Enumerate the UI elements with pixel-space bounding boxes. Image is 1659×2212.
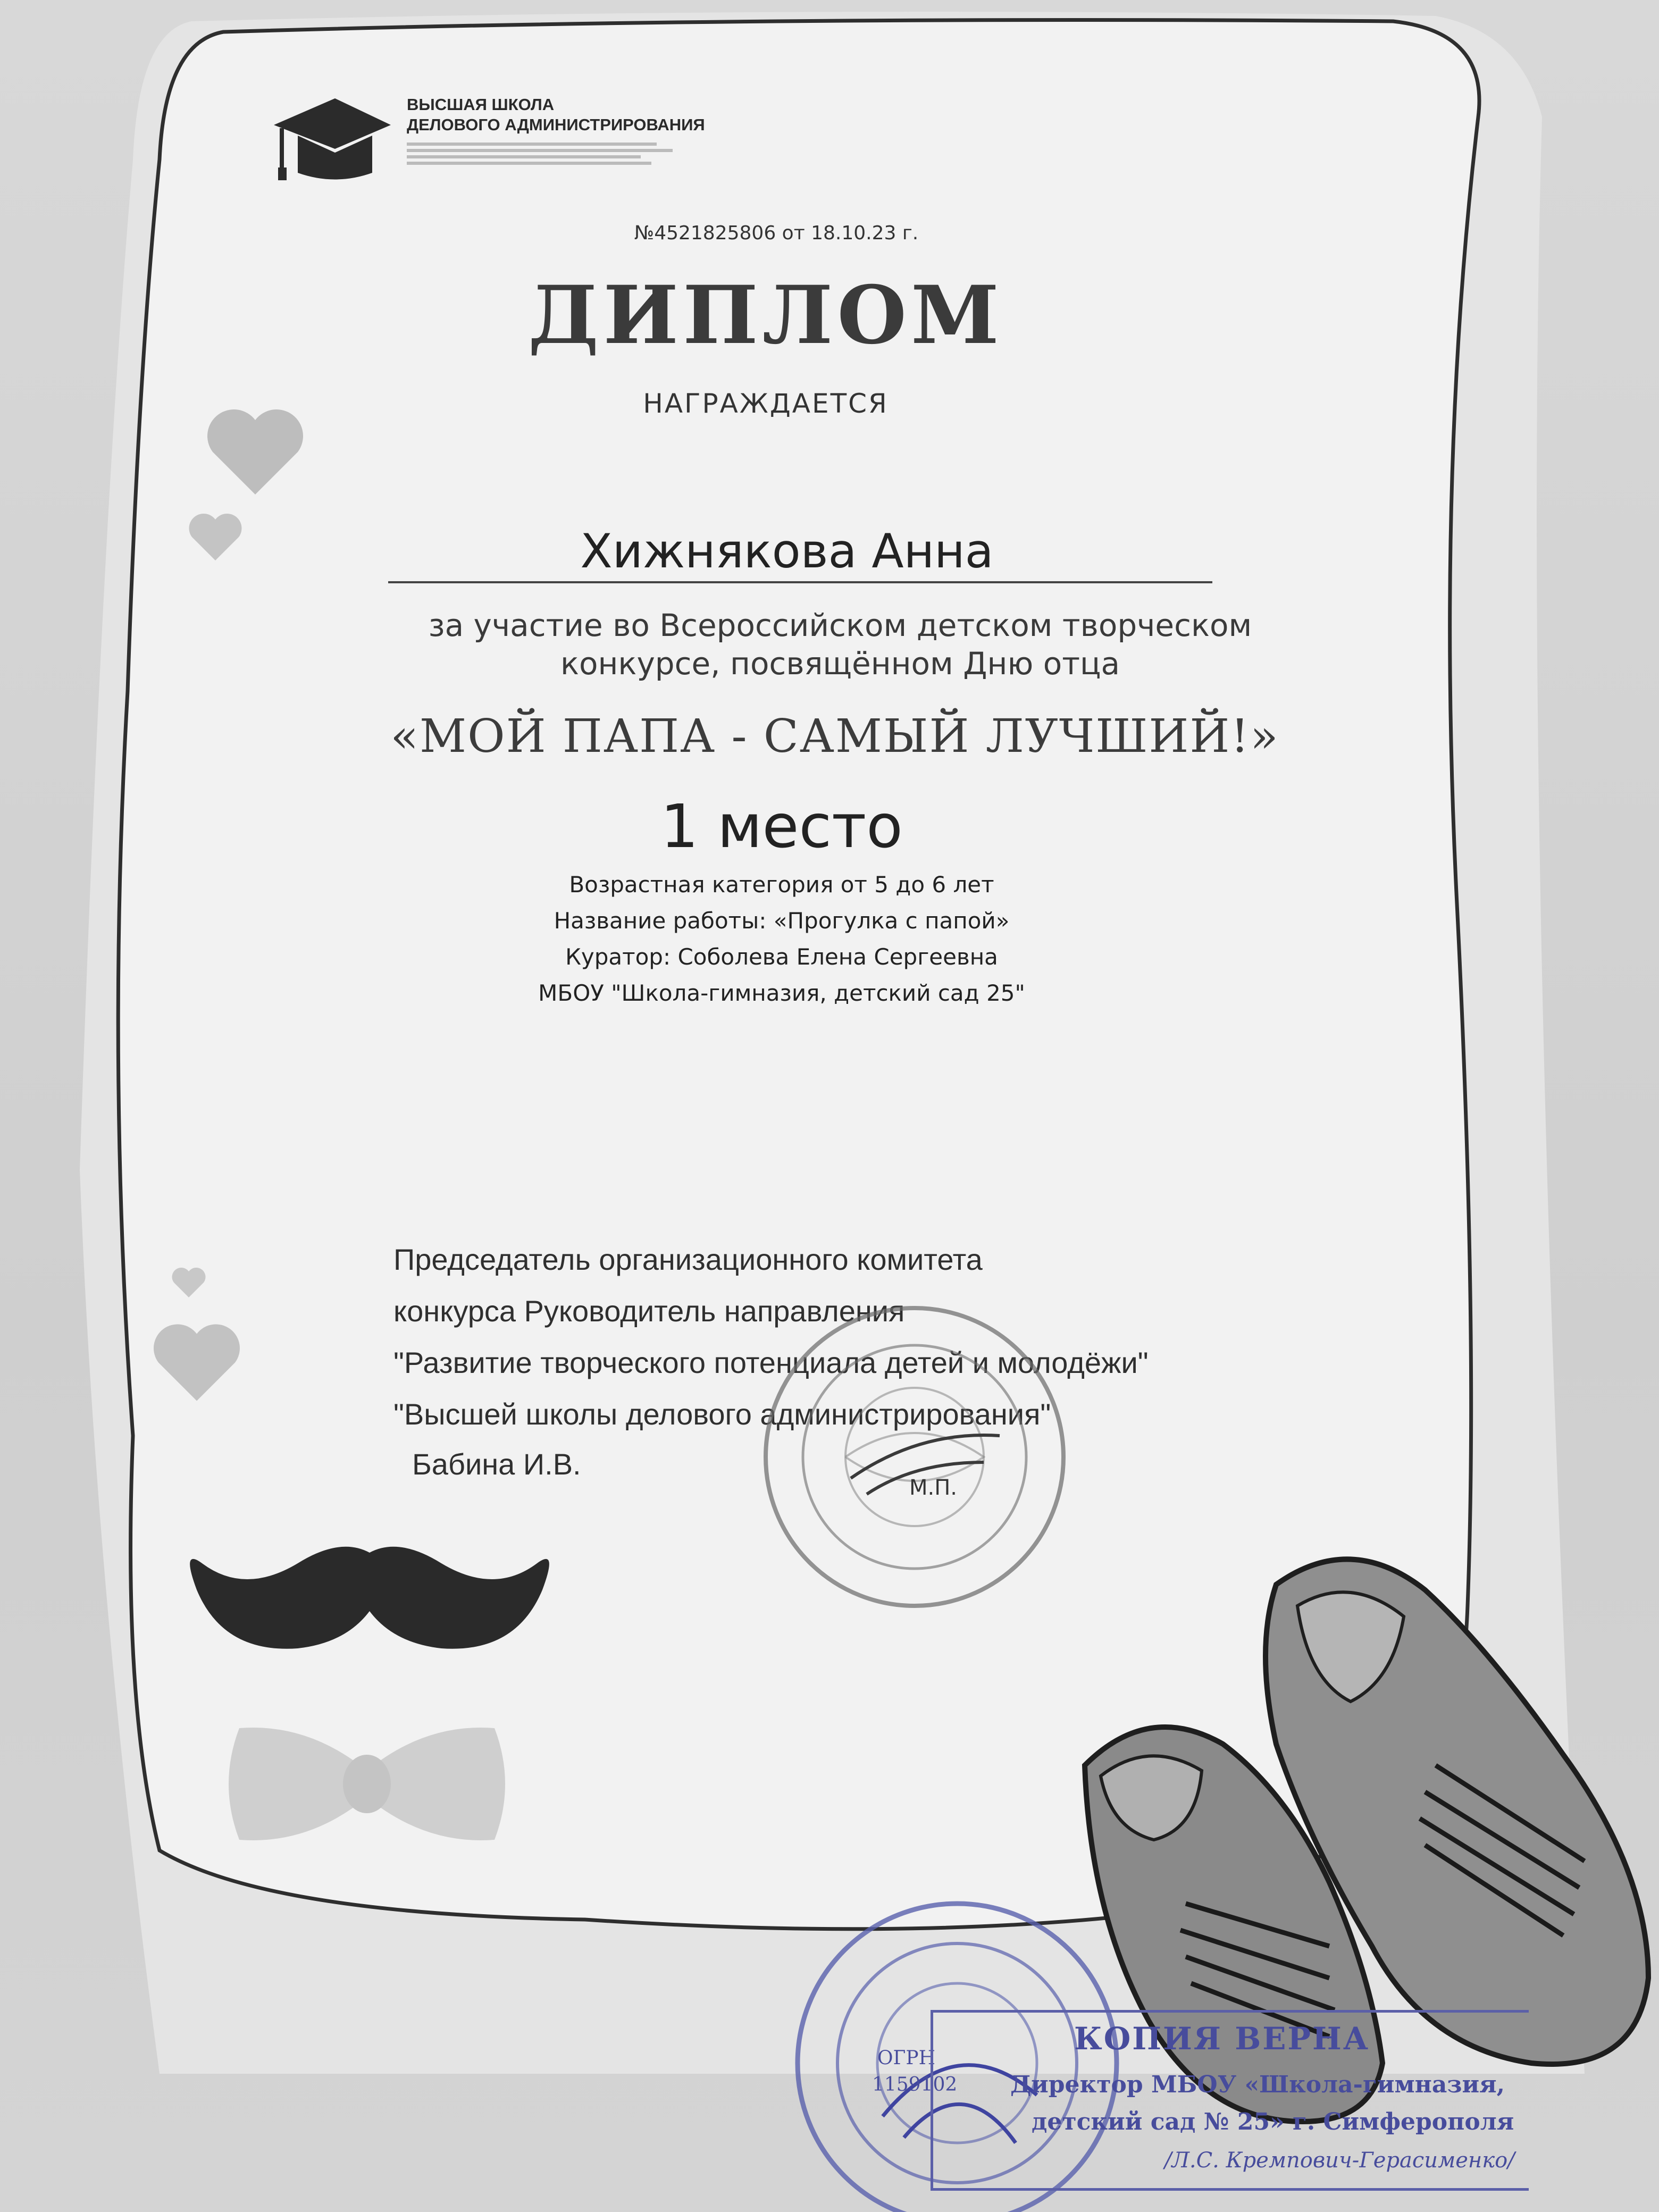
seal-place-label: М.П.: [909, 1476, 958, 1500]
organization-name-line2: ДЕЛОВОГО АДМИНИСТРИРОВАНИЯ: [407, 115, 705, 134]
organization-fine-print: [407, 139, 683, 168]
heart-icon: [170, 1266, 207, 1300]
seal-ogrn-label: ОГРН: [877, 2047, 935, 2069]
participation-line1: за участие во Всероссийском детском творческом: [428, 607, 1252, 643]
organization-name: [407, 95, 705, 135]
seal-number: 1159102: [872, 2074, 958, 2096]
work-title: Название работы: «Прогулка с папой»: [554, 908, 1010, 934]
page-title: ДИПЛОМ: [527, 269, 1004, 362]
graduation-cap-icon: [269, 93, 396, 183]
signature-line3: "Развитие творческого потенциала детей и молодёжи": [393, 1346, 1149, 1379]
signature-line2: конкурса Руководитель направления: [393, 1294, 905, 1328]
signature-line1: Председатель организационного комитета: [393, 1243, 983, 1276]
mustache-icon: [181, 1531, 558, 1670]
signer-name: Бабина И.В.: [412, 1447, 581, 1481]
heart-icon: [149, 1319, 245, 1406]
participation-line2: конкурсе, посвящённом Дню отца: [560, 646, 1120, 682]
recipient-underline: [388, 581, 1212, 583]
award-details: [0, 867, 1611, 1011]
document-number: №4521825806 от 18.10.23 г.: [634, 222, 919, 244]
copy-stamp-title: КОПИЯ ВЕРНА: [1074, 2021, 1370, 2057]
copy-stamp-line3: /Л.С. Кремпович-Герасименко/: [1164, 2148, 1515, 2173]
school: МБОУ "Школа-гимназия, детский сад 25": [538, 980, 1025, 1006]
participation-text: [11, 606, 1659, 683]
signature-line4: "Высшей школы делового администрирования": [393, 1397, 1051, 1431]
curator: Куратор: Соболева Елена Сергеевна: [565, 944, 998, 970]
contest-name: «МОЙ ПАПА - САМЫЙ ЛУЧШИЙ!»: [390, 710, 1279, 763]
awarded-label: НАГРАЖДАЕТСЯ: [643, 388, 889, 419]
bow-tie-icon: [218, 1712, 516, 1856]
organization-seal: [760, 1303, 1069, 1611]
age-category: Возрастная категория от 5 до 6 лет: [569, 872, 994, 898]
recipient-name: Хижнякова Анна: [580, 524, 994, 579]
place-award: 1 место: [660, 792, 903, 861]
copy-stamp-line1: Директор МБОУ «Школа-гимназия,: [1010, 2071, 1505, 2098]
organization-name-line1: ВЫСШАЯ ШКОЛА: [407, 95, 555, 114]
copy-stamp-line2: детский сад № 25» г. Симферополя: [1032, 2108, 1514, 2135]
